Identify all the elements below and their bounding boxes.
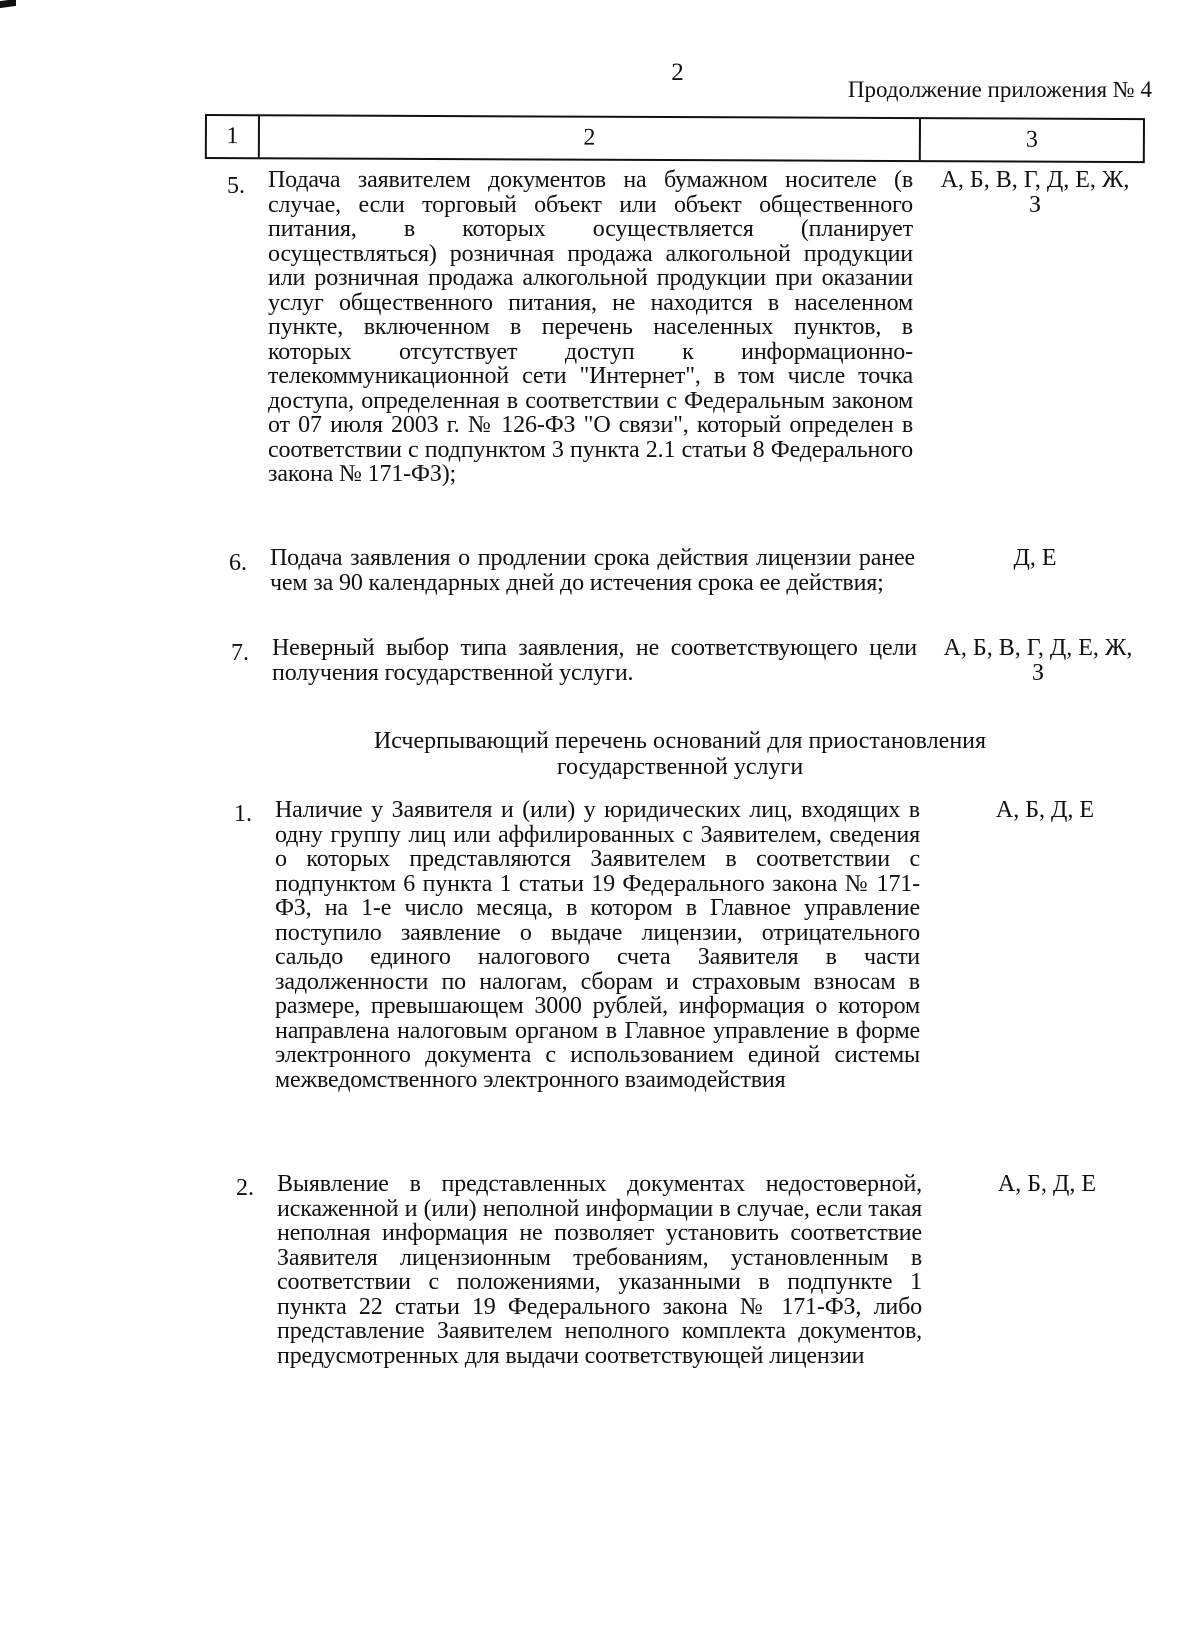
column-header-1: 1 bbox=[207, 116, 260, 157]
item-applicable-codes: Д, Е bbox=[1013, 545, 1057, 571]
column-header-table bbox=[205, 114, 1145, 163]
item-number: 2. bbox=[236, 1175, 254, 1201]
section-heading: Исчерпывающий перечень оснований для приостановления государственной услуги bbox=[373, 728, 987, 780]
item-number: 5. bbox=[227, 173, 245, 199]
item-number: 1. bbox=[234, 801, 252, 827]
scan-corner-mark bbox=[0, 0, 16, 8]
item-number: 7. bbox=[231, 640, 249, 666]
item-text: Наличие у Заявителя и (или) у юридических лиц, входящих в одну группу лиц или аффилированных с Заявителем, сведения о которых представляются Заявителем в соответствии с подпунктом 6 пункта 1 статьи 19 Федерального закона № 171-ФЗ, на 1-е число месяца, в котором в Главное управление поступило заявление о выдаче лицензии, отрицательного сальдо единого налогового счета Заявителя в части задолженности по налогам, сборам и страховым взносам в размере, превышающем 3000 рублей, информация о котором направлена налоговым органом в Главное управление в форме электронного документа с использованием единой системы межведомственного электронного взаимодействия bbox=[275, 797, 920, 1093]
item-applicable-codes: А, Б, В, Г, Д, Е, Ж, З bbox=[943, 635, 1133, 686]
column-header-2: 2 bbox=[260, 116, 921, 160]
item-text: Неверный выбор типа заявления, не соответствующего цели получения государственной услуги. bbox=[272, 635, 917, 686]
item-text: Подача заявления о продлении срока действия лицензии ранее чем за 90 календарных дней до истечения срока ее действия; bbox=[270, 545, 915, 596]
column-header-3: 3 bbox=[1025, 126, 1038, 153]
item-number: 6. bbox=[229, 550, 247, 576]
appendix-continuation-label: Продолжение приложения № 4 bbox=[847, 77, 1152, 102]
item-applicable-codes: А, Б, В, Г, Д, Е, Ж, З bbox=[940, 167, 1130, 218]
item-applicable-codes: А, Б, Д, Е bbox=[997, 1171, 1097, 1197]
item-text: Подача заявителем документов на бумажном носителе (в случае, если торговый объект или объект общественного питания, в которых осуществляется (планирует осуществляться) розничная продажа алкогольной продукции или розничная продажа алкогольной продукции при оказании услуг общественного питания, не находится в населенном пункте, включенном в перечень населенных пунктов, в которых отсутствует доступ к информационно-телекоммуникационной сети "Интернет", в том числе точка доступа, определенная в соответствии с Федеральным законом от 07 июля 2003 г. № 126-ФЗ "О связи", который определен в соответствии с подпунктом 3 пункта 2.1 статьи 8 Федерального закона № 171-ФЗ); bbox=[268, 167, 913, 487]
item-applicable-codes: А, Б, Д, Е bbox=[995, 797, 1095, 823]
page-number: 2 bbox=[671, 59, 684, 86]
item-text: Выявление в представленных документах недостоверной, искаженной и (или) неполной информации в случае, если такая неполная информация не позволяет установить соответствие Заявителя лицензионным требованиям, установленным в соответствии с положениями, указанными в подпункте 1 пункта 22 статьи 19 Федерального закона № 171-ФЗ, либо представление Заявителем неполного комплекта документов, предусмотренных для выдачи соответствующей лицензии bbox=[277, 1171, 922, 1369]
